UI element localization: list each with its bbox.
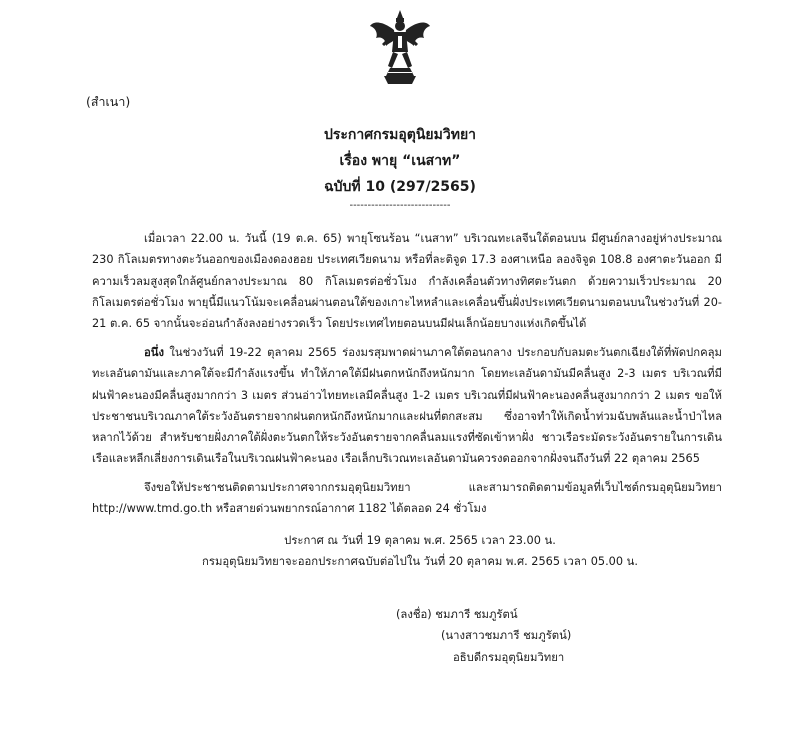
- divider-line: ----------------------------: [349, 200, 451, 211]
- paragraph-text: จึงขอให้ประชาชนติดตามประกาศจากกรมอุตุนิยมวิทยา และสามารถติดตามข้อมูลที่เว็บไซต์กรมอุตุนิยมวิทยา http://www.tmd.go.th หรือสายด่วนพยากรณ์อากาศ 1182 ได้ตลอด 24 ชั่วโมง: [92, 481, 722, 516]
- paragraph-storm-position: [92, 228, 722, 334]
- paragraph-lead: อนึ่ง: [144, 346, 165, 359]
- paragraph-text: ในช่วงวันที่ 19-22 ตุลาคม 2565 ร่องมรสุมพาดผ่านภาคใต้ตอนกลาง ประกอบกับลมตะวันตกเฉียงใต้ที่พัดปกคลุมทะเลอันดามันและภาคใต้จะมีกำลังแรงขึ้น ทำให้ภาคใต้มีฝนตกหนักถึงหนักมาก โดยทะเลอันดามันมีคลื่นสูง 2-3 เมตร บริเวณที่มีฝนฟ้าคะนองมีคลื่นสูงมากกว่า 3 เมตร ส่วนอ่าวไทยทะเลมีคลื่นสูง 1-2 เมตร บริเวณที่มีฝนฟ้าคะนองคลื่นสูงมากกว่า 2 เมตร ขอให้ประชาชนบริเวณภาคใต้ระวังอันตรายจากฝนตกหนักถึงหนักมากและฝนที่ตกสะสม ซึ่งอาจทำให้เกิดน้ำท่วมฉับพลันและน้ำป่าไหลหลากไว้ด้วย สำหรับชายฝั่งภาคใต้ฝั่งตะวันตกให้ระวังอันตรายจากคลื่นลมแรงที่ซัดเข้าหาฝั่ง ชาวเรือระมัดระวังอันตรายในการเดินเรือและหลีกเลี่ยงการเดินเรือในบริเวณฝนฟ้าคะนอง เรือเล็กบริเวณทะเลอันดามันควรงดออกจากฝั่งจนถึงวันที่ 22 ตุลาคม 2565: [92, 346, 722, 466]
- paragraph-follow-updates: [92, 477, 722, 520]
- page-title: ประกาศกรมอุตุนิยมวิทยา: [323, 127, 477, 143]
- paragraph-text: เมื่อเวลา 22.00 น. วันนี้ (19 ต.ค. 65) พายุโซนร้อน “เนสาท” บริเวณทะเลจีนใต้ตอนบน มีศูนย์กลางอยู่ห่างประมาณ 230 กิโลเมตรทางตะวันออกของเมืองดองฮอย ประเทศเวียดนาม หรือที่ละติจูด 17.3 องศาเหนือ ลองจิจูด 108.8 องศาตะวันออก มีความเร็วลมสูงสุดใกล้ศูนย์กลางประมาณ 80 กิโลเมตรต่อชั่วโมง กำลังเคลื่อนตัวทางทิศตะวันตก ด้วยความเร็วประมาณ 20 กิโลเมตรต่อชั่วโมง พายุนี้มีแนวโน้มจะเคลื่อนผ่านตอนใต้ของเกาะไหหลำและเคลื่อนขึ้นฝั่งประเทศเวียดนามตอนบนในช่วงวันที่ 20-21 ต.ค. 65 จากนั้นจะอ่อนกำลังลงอย่างรวดเร็ว โดยประเทศไทยตอนบนมีฝนเล็กน้อยบางแห่งเกิดขึ้นได้: [92, 232, 722, 331]
- issue-number: ฉบับที่ 10 (297/2565): [324, 179, 476, 195]
- signer-name: (นางสาวชมภารี ชมภูรัตน์): [441, 629, 572, 642]
- signer-title: อธิบดีกรมอุตุนิยมวิทยา: [453, 651, 565, 664]
- announced-date: ประกาศ ณ วันที่ 19 ตุลาคม พ.ศ. 2565 เวลา 23.00 น.: [284, 534, 556, 547]
- garuda-emblem-icon: [368, 8, 432, 88]
- copy-label: (สำเนา): [86, 94, 131, 109]
- signature-line: (ลงชื่อ) ชมภารี ชมภูรัตน์: [396, 608, 518, 621]
- paragraph-monsoon-warning: [92, 342, 722, 470]
- next-issue-notice: กรมอุตุนิยมวิทยาจะออกประกาศฉบับต่อไปใน วันที่ 20 ตุลาคม พ.ศ. 2565 เวลา 05.00 น.: [202, 555, 638, 568]
- subject-line: เรื่อง พายุ “เนสาท”: [339, 153, 461, 169]
